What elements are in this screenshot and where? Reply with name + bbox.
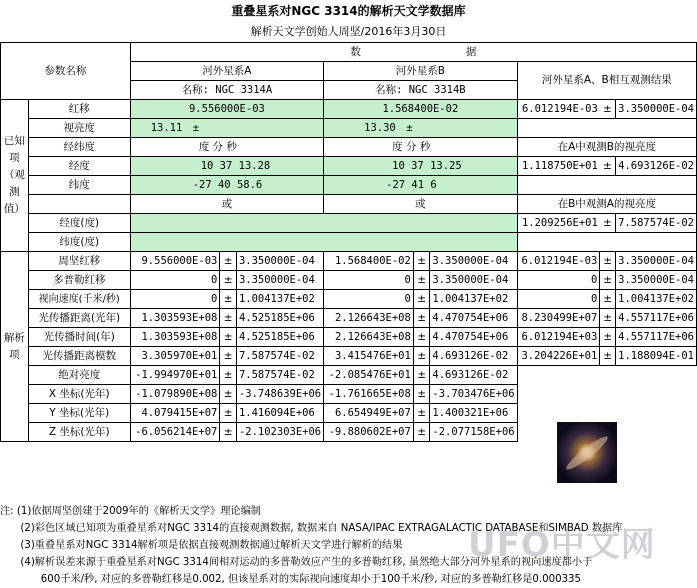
analysis-a-value: -1.079890E+08 (130, 385, 220, 404)
analysis-b-pm: ± (413, 404, 430, 423)
latitude-label: 纬度 (28, 176, 130, 195)
analysis-a-pm: ± (220, 385, 237, 404)
latitude-b: -27 41 6 (324, 176, 517, 195)
magnitude-a: 13.11 ± (130, 119, 323, 138)
analysis-a-error: 4.525185E+06 (236, 309, 323, 328)
analysis-b-pm: ± (413, 290, 430, 309)
analysis-mutual-value: 0 (517, 271, 600, 290)
note-3: (3)重叠星系对NGC 3314解析项是依据直接观测数据通过解析天文学进行解析的结果 (0, 540, 403, 551)
latitude-deg-values (130, 233, 517, 252)
latitude-deg-mutual (517, 233, 696, 252)
analysis-a-value: -1.994970E+01 (130, 366, 220, 385)
analysis-b-value: 0 (324, 290, 414, 309)
analysis-row-label: Z 坐标(光年) (28, 423, 130, 442)
analysis-row-label: 光传播时间(年) (28, 328, 130, 347)
analysis-mutual-pm: ± (600, 309, 616, 328)
galaxy-photo (557, 422, 617, 483)
redshift-b: 1.568400E-02 (324, 100, 517, 119)
analysis-a-pm: ± (220, 347, 237, 366)
redshift-a: 9.556000E-03 (130, 100, 323, 119)
analysis-mutual-pm: ± (600, 271, 616, 290)
analysis-a-pm: ± (220, 252, 237, 271)
analysis-row-label: 视向速度(千米/秒) (28, 290, 130, 309)
analysis-mutual-pm: ± (600, 347, 616, 366)
analysis-a-pm: ± (220, 290, 237, 309)
analysis-mutual-value: 0 (517, 290, 600, 309)
analysis-a-error: -2.102303E+06 (236, 423, 323, 442)
analysis-b-pm: ± (413, 309, 430, 328)
analysis-a-value: -6.056214E+07 (130, 423, 220, 442)
longitude-deg-label: 经度(度) (28, 214, 130, 233)
analysis-a-error: 3.350000E-04 (236, 252, 323, 271)
analysis-a-error: 4.525185E+06 (236, 328, 323, 347)
galaxy-a-name: 名称: NGC 3314A (130, 81, 323, 100)
analysis-a-error: 3.350000E-04 (236, 271, 323, 290)
analysis-mutual-pm: ± (600, 328, 616, 347)
analysis-a-value: 0 (130, 271, 220, 290)
magnitude-mutual (517, 119, 696, 138)
analysis-b-pm: ± (413, 385, 430, 404)
analysis-b-value: 1.568400E-02 (324, 252, 414, 271)
analysis-mutual-value: 6.012194E+03 (517, 328, 600, 347)
analysis-mutual-value: 3.204226E+01 (517, 347, 600, 366)
page-subtitle: 解析天文学创始人周坚/2016年3月30日 (250, 25, 447, 38)
analysis-b-pm: ± (413, 271, 430, 290)
watermark: UFO中文网 (468, 525, 656, 565)
analysis-a-value: 1.303593E+08 (130, 328, 220, 347)
latlon-a-units: 度 分 秒 (130, 138, 323, 157)
analysis-b-error: 1.004137E+02 (430, 290, 517, 309)
magnitude-b: 13.30 ± (324, 119, 517, 138)
longitude-deg-values (130, 214, 517, 233)
a-observes-b-pm: ± (603, 159, 612, 172)
analysis-mutual-error: 3.350000E-04 (616, 271, 697, 290)
analysis-b-value: 0 (324, 271, 414, 290)
analysis-b-error: 4.693126E-02 (430, 347, 517, 366)
mutual-header: 河外星系A、B相互观测结果 (517, 62, 696, 100)
longitude-a: 10 37 13.28 (130, 157, 323, 176)
analysis-a-error: 7.587574E-02 (236, 347, 323, 366)
analysis-a-pm: ± (220, 423, 237, 442)
analysis-a-pm: ± (220, 271, 237, 290)
latitude-deg-label: 纬度(度) (28, 233, 130, 252)
analysis-b-value: -1.761665E+08 (324, 385, 414, 404)
b-observes-a-header: 在B中观测A的视亮度 (517, 195, 696, 214)
or-row-label (28, 195, 130, 214)
analysis-a-pm: ± (220, 328, 237, 347)
known-section-label: 已知项（观测值） (1, 100, 29, 252)
b-observes-a-value: 1.209256E+01 (521, 216, 598, 229)
analysis-a-error: 1.004137E+02 (236, 290, 323, 309)
analysis-mutual-error: 4.557117E+06 (616, 309, 697, 328)
analysis-b-error: 4.470754E+06 (430, 309, 517, 328)
analysis-a-error: 7.587574E-02 (236, 366, 323, 385)
analysis-b-value: -9.880602E+07 (324, 423, 414, 442)
b-observes-a-pm: ± (603, 216, 612, 229)
analysis-b-pm: ± (413, 252, 430, 271)
galaxy-a-header: 河外星系A (130, 62, 323, 81)
note-5: 600千米/秒, 对应的多普勒红移是0.002, 但该星系对的实际视向速度却小于100千米/秒, 对应的多普勒红移是0.000335 (0, 574, 582, 585)
redshift-label: 红移 (28, 100, 130, 119)
analysis-row-label: X 坐标(光年) (28, 385, 130, 404)
a-observes-b-value: 1.118750E+01 (521, 159, 598, 172)
analysis-row-label: 光传播距离模数 (28, 347, 130, 366)
analysis-a-error: -3.748639E+06 (236, 385, 323, 404)
a-observes-b-error: 4.693126E-02 (616, 157, 697, 176)
analysis-b-pm: ± (413, 423, 430, 442)
longitude-b: 10 37 13.25 (324, 157, 517, 176)
analysis-a-value: 9.556000E-03 (130, 252, 220, 271)
b-observes-a-error: 7.587574E-02 (616, 214, 697, 233)
redshift-mutual-pm: ± (603, 102, 612, 115)
analysis-a-value: 0 (130, 290, 220, 309)
analysis-b-value: 2.126643E+08 (324, 309, 414, 328)
analysis-mutual-value: 6.012194E-03 (517, 252, 600, 271)
analysis-b-error: 1.400321E+06 (430, 404, 517, 423)
galaxy-b-header: 河外星系B (324, 62, 517, 81)
analysis-mutual-error: 3.350000E-04 (616, 252, 697, 271)
analysis-b-error: 4.470754E+06 (430, 328, 517, 347)
analysis-a-error: 1.416094E+06 (236, 404, 323, 423)
analysis-b-pm: ± (413, 328, 430, 347)
analysis-b-error: 4.693126E-02 (430, 366, 517, 385)
data-table (0, 42, 697, 442)
analysis-a-value: 4.079415E+07 (130, 404, 220, 423)
analysis-mutual-pm: ± (600, 290, 616, 309)
analysis-mutual-error: 1.004137E+02 (616, 290, 697, 309)
latlon-label: 经纬度 (28, 138, 130, 157)
analysis-row-label: 周坚红移 (28, 252, 130, 271)
analysis-b-value: 6.654949E+07 (324, 404, 414, 423)
analysis-b-error: -2.077158E+06 (430, 423, 517, 442)
analysis-b-value: -2.085476E+01 (324, 366, 414, 385)
analysis-mutual-pm: ± (600, 252, 616, 271)
note-2: (2)彩色区域已知项为重叠星系对NGC 3314的直接观测数据, 数据来自 NASA/IPAC EXTRAGALACTIC DATABASE和SIMBAD 数据库 (0, 523, 623, 534)
analysis-b-value: 2.126643E+08 (324, 328, 414, 347)
analysis-mutual-value: 8.230499E+07 (517, 309, 600, 328)
a-observes-b-header: 在A中观测B的视亮度 (517, 138, 696, 157)
analysis-b-value: 3.415476E+01 (324, 347, 414, 366)
analysis-b-error: -3.703476E+06 (430, 385, 517, 404)
analysis-a-pm: ± (220, 309, 237, 328)
analysis-row-label: 光传播距离(光年) (28, 309, 130, 328)
analysis-b-error: 3.350000E-04 (430, 252, 517, 271)
longitude-label: 经度 (28, 157, 130, 176)
or-b: 或 (324, 195, 517, 214)
magnitude-label: 视亮度 (28, 119, 130, 138)
analysis-mutual-error: 1.188094E-01 (616, 347, 697, 366)
galaxy-b-name: 名称: NGC 3314B (324, 81, 517, 100)
analysis-row-label: 绝对亮度 (28, 366, 130, 385)
analysis-a-pm: ± (220, 366, 237, 385)
analysis-mutual-error: 4.557117E+06 (616, 328, 697, 347)
analysis-row-label: 多普勒红移 (28, 271, 130, 290)
analysis-b-error: 3.350000E-04 (430, 271, 517, 290)
analysis-section-label: 解析项 (1, 252, 29, 442)
analysis-b-pm: ± (413, 347, 430, 366)
data-header: 数 据 (130, 43, 696, 62)
page-title: 重叠星系对NGC 3314的解析天文学数据库 (231, 4, 466, 18)
note-1: 注: (1)依据周坚创建于2009年的《解析天文学》理论编制 (0, 506, 261, 517)
latitude-a: -27 40 58.6 (130, 176, 323, 195)
param-name-header: 参数名称 (1, 43, 131, 100)
note-4: (4)解析误差来源于重叠星系对NGC 3314间相对运动的多普勒效应产生的多普勒红移, 虽然绝大部分河外星系的视向速度都小于 (0, 557, 593, 568)
redshift-mutual-value: 6.012194E-03 (521, 102, 598, 115)
latitude-mutual (517, 176, 696, 195)
analysis-b-pm: ± (413, 366, 430, 385)
or-a: 或 (130, 195, 323, 214)
analysis-a-pm: ± (220, 404, 237, 423)
redshift-mutual-error: 3.350000E-04 (616, 100, 697, 119)
analysis-row-label: Y 坐标(光年) (28, 404, 130, 423)
latlon-b-units: 度 分 秒 (324, 138, 517, 157)
analysis-a-value: 3.305970E+01 (130, 347, 220, 366)
analysis-a-value: 1.303593E+08 (130, 309, 220, 328)
